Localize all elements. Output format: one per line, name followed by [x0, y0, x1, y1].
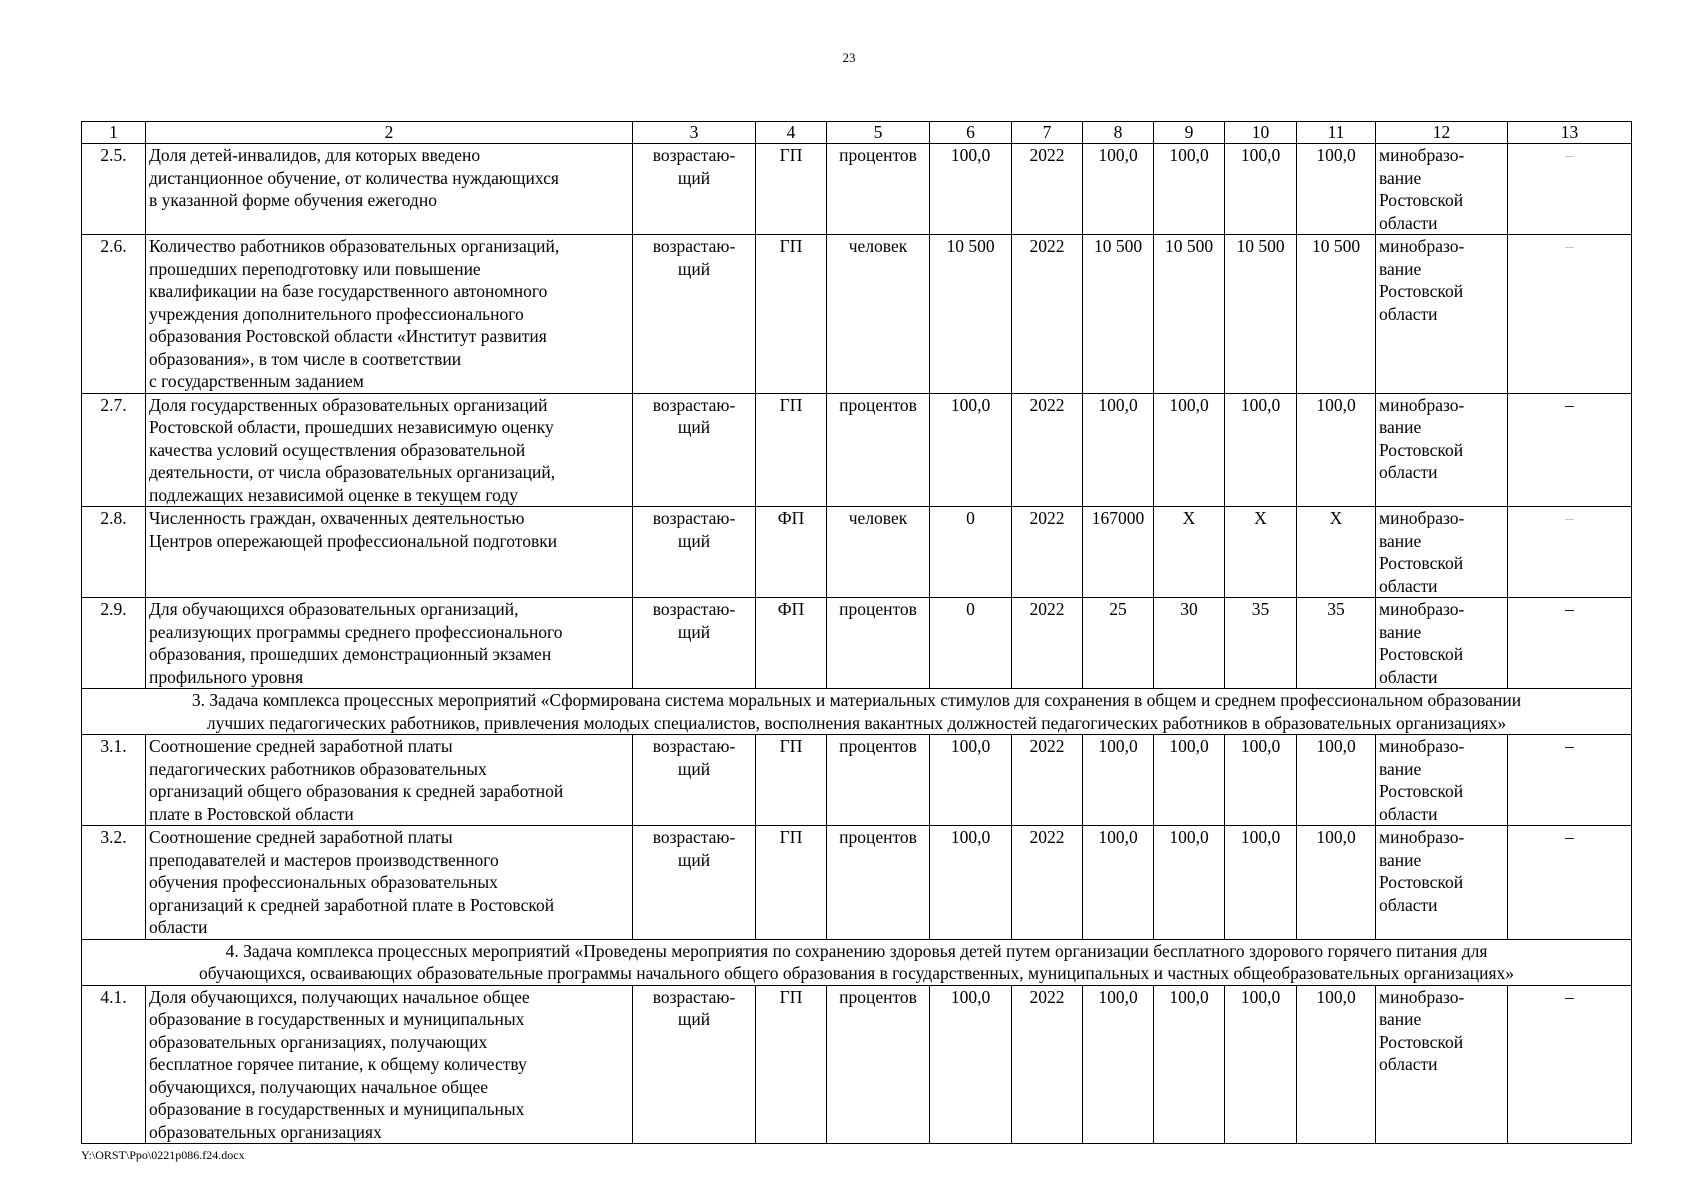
- indicator-name-line: образование в государственных и муниципальных: [149, 1099, 525, 1119]
- indicator-name: [146, 598, 633, 689]
- indicator-name-line: с государственным заданием: [149, 371, 364, 391]
- indicator-name-line: образования, прошедших демонстрационный экзамен: [149, 644, 552, 664]
- indicator-unit: процентов: [827, 735, 930, 826]
- indicator-name-line: педагогических работников образовательных: [149, 758, 487, 779]
- indicator-responsible-line: Ростовской: [1379, 1031, 1464, 1052]
- indicator-responsible: [1376, 985, 1508, 1144]
- indicator-trend-line: возрастаю-: [652, 599, 736, 619]
- indicator-name-line: деятельности, от числа образовательных организаций,: [149, 462, 556, 482]
- indicator-unit: человек: [827, 507, 930, 598]
- indicator-trend-line: щий: [677, 849, 711, 870]
- section-heading: [82, 689, 1632, 735]
- indicator-name-line: бесплатное горячее питание, к общему количеству: [149, 1054, 527, 1074]
- indicator-responsible-line: Ростовской: [1379, 190, 1464, 210]
- indicator-value-c10: 100,0: [1225, 735, 1297, 826]
- section-heading-line: 3. Задача комплекса процессных мероприятий «Сформирована система моральных и материальных стимулов для сохранения в общем и среднем профессиональном образовании: [191, 690, 1522, 710]
- indicator-responsible: [1376, 393, 1508, 507]
- indicator-responsible-line: Ростовской: [1379, 781, 1464, 801]
- indicator-trend-line: щий: [677, 258, 711, 279]
- indicator-trend-line: возрастаю-: [652, 145, 736, 165]
- indicator-name-line: реализующих программы среднего профессионального: [149, 621, 563, 642]
- indicator-trend-line: щий: [677, 758, 711, 779]
- header-cell: 12: [1376, 122, 1508, 144]
- indicator-note: –: [1508, 735, 1632, 826]
- indicator-row: [82, 235, 1632, 394]
- indicator-note: –: [1508, 598, 1632, 689]
- indicator-responsible: [1376, 826, 1508, 940]
- indicator-value-c7: 2022: [1012, 985, 1083, 1144]
- indicator-row: [82, 735, 1632, 826]
- indicator-number: 2.8.: [82, 507, 146, 598]
- indicator-type: ГП: [756, 826, 827, 940]
- indicator-type: ГП: [756, 393, 827, 507]
- indicator-name: [146, 393, 633, 507]
- indicator-name-line: Доля детей-инвалидов, для которых введено: [149, 145, 481, 165]
- indicator-name-line: области: [149, 917, 208, 937]
- indicator-value-c7: 2022: [1012, 393, 1083, 507]
- header-cell: 6: [930, 122, 1012, 144]
- indicator-name-line: Соотношение средней заработной платы: [149, 827, 453, 847]
- indicator-responsible-line: области: [1379, 575, 1438, 596]
- section-heading-row: [82, 689, 1632, 735]
- indicator-note: –: [1508, 393, 1632, 507]
- header-cell: 10: [1225, 122, 1297, 144]
- indicator-trend-line: щий: [677, 417, 711, 437]
- indicator-value-c9: 100,0: [1154, 393, 1225, 507]
- indicator-number: 2.5.: [82, 144, 146, 235]
- header-cell: 1: [82, 122, 146, 144]
- indicator-value-c8: 100,0: [1083, 985, 1154, 1144]
- indicator-note: –: [1508, 985, 1632, 1144]
- section-heading-line: обучающихся, осваивающих образовательные программы начального общего образования в государственных, муниципальных и частных общеобразовательных организациях»: [198, 963, 1515, 983]
- indicator-responsible: [1376, 598, 1508, 689]
- indicator-unit: процентов: [827, 985, 930, 1144]
- indicator-value-c7: 2022: [1012, 826, 1083, 940]
- indicator-trend-line: возрастаю-: [652, 508, 736, 528]
- indicator-row: [82, 598, 1632, 689]
- indicator-responsible-line: минобразо-: [1379, 508, 1465, 528]
- indicator-responsible: [1376, 507, 1508, 598]
- indicator-value-c6: 100,0: [930, 826, 1012, 940]
- indicator-name-line: образования», в том числе в соответствии: [149, 348, 462, 369]
- indicator-responsible-line: минобразо-: [1379, 394, 1465, 415]
- indicator-value-c10: 100,0: [1225, 144, 1297, 235]
- indicator-name-line: организаций к средней заработной плате в Ростовской: [149, 894, 555, 915]
- indicator-responsible: [1376, 735, 1508, 826]
- indicator-name-line: в указанной форме обучения ежегодно: [149, 190, 437, 210]
- indicator-trend-line: возрастаю-: [652, 394, 736, 415]
- indicator-value-c11: 100,0: [1297, 985, 1376, 1144]
- indicator-responsible-line: области: [1379, 303, 1438, 324]
- indicator-type: ГП: [756, 235, 827, 394]
- footer-file-path: Y:\ORST\Ppo\0221p086.f24.docx: [81, 1148, 245, 1162]
- indicator-trend-line: возрастаю-: [652, 236, 736, 256]
- header-cell: 13: [1508, 122, 1632, 144]
- indicator-row: [82, 144, 1632, 235]
- indicator-row: [82, 393, 1632, 507]
- section-heading: [82, 939, 1632, 985]
- indicator-value-c11: 100,0: [1297, 735, 1376, 826]
- indicator-name-line: образование в государственных и муниципальных: [149, 1009, 525, 1029]
- indicator-unit: процентов: [827, 393, 930, 507]
- indicator-unit: процентов: [827, 144, 930, 235]
- indicator-name-line: плате в Ростовской области: [149, 803, 354, 824]
- indicator-value-c11: 100,0: [1297, 144, 1376, 235]
- header-cell: 2: [146, 122, 633, 144]
- indicator-name-line: квалификации на базе государственного автономного: [149, 281, 548, 301]
- indicator-number: 2.9.: [82, 598, 146, 689]
- indicator-responsible-line: минобразо-: [1379, 736, 1465, 756]
- indicator-unit: процентов: [827, 826, 930, 940]
- indicator-name-line: профильного уровня: [149, 666, 304, 687]
- indicator-responsible-line: области: [1379, 666, 1438, 687]
- indicator-name-line: Количество работников образовательных организаций,: [149, 236, 560, 256]
- indicator-responsible-line: области: [1379, 803, 1438, 824]
- indicator-name-line: образовательных организациях, получающих: [149, 1031, 488, 1052]
- indicator-name-line: Центров опережающей профессиональной подготовки: [149, 530, 558, 551]
- indicator-note: –: [1508, 507, 1632, 598]
- indicator-name-line: Ростовской области, прошедших независимую оценку: [149, 417, 554, 437]
- indicator-value-c6: 10 500: [930, 235, 1012, 394]
- indicator-value-c6: 100,0: [930, 393, 1012, 507]
- indicator-responsible-line: Ростовской: [1379, 872, 1464, 892]
- page-number: 23: [842, 50, 856, 65]
- indicator-value-c11: 10 500: [1297, 235, 1376, 394]
- indicator-responsible-line: области: [1379, 1054, 1438, 1074]
- indicator-responsible: [1376, 235, 1508, 394]
- indicator-type: ГП: [756, 735, 827, 826]
- indicator-trend-line: возрастаю-: [652, 827, 736, 847]
- indicator-value-c11: 100,0: [1297, 826, 1376, 940]
- indicator-name-line: организаций общего образования к средней заработной: [149, 781, 564, 801]
- indicator-responsible-line: вание: [1379, 258, 1422, 279]
- indicator-trend-line: щий: [677, 530, 711, 551]
- indicator-value-c7: 2022: [1012, 144, 1083, 235]
- indicator-value-c11: 35: [1297, 598, 1376, 689]
- indicator-trend-line: щий: [677, 621, 711, 642]
- indicator-unit: процентов: [827, 598, 930, 689]
- indicator-type: ФП: [756, 507, 827, 598]
- indicator-value-c10: 100,0: [1225, 826, 1297, 940]
- indicator-name: [146, 985, 633, 1144]
- header-row: [82, 122, 1632, 144]
- indicator-name-line: подлежащих независимой оценке в текущем году: [149, 484, 519, 505]
- indicator-value-c11: Х: [1297, 507, 1376, 598]
- indicator-responsible-line: вание: [1379, 530, 1422, 551]
- indicator-name-line: Доля обучающихся, получающих начальное общее: [149, 986, 530, 1007]
- indicator-value-c9: 100,0: [1154, 985, 1225, 1144]
- indicator-value-c8: 167000: [1083, 507, 1154, 598]
- indicator-trend-line: возрастаю-: [652, 736, 736, 756]
- indicator-trend: [633, 735, 756, 826]
- indicator-value-c11: 100,0: [1297, 393, 1376, 507]
- indicator-number: 2.6.: [82, 235, 146, 394]
- indicator-responsible-line: вание: [1379, 621, 1422, 642]
- indicator-name-line: прошедших переподготовку или повышение: [149, 258, 481, 279]
- header-cell: 11: [1297, 122, 1376, 144]
- indicator-trend-line: щий: [677, 167, 711, 188]
- indicator-type: ГП: [756, 144, 827, 235]
- indicator-responsible-line: вание: [1379, 1009, 1422, 1029]
- indicator-value-c9: 100,0: [1154, 826, 1225, 940]
- indicator-value-c6: 0: [930, 598, 1012, 689]
- indicator-name-line: образовательных организациях: [149, 1121, 382, 1142]
- indicator-responsible-line: Ростовской: [1379, 281, 1464, 301]
- indicator-name-line: преподавателей и мастеров производственного: [149, 849, 499, 870]
- header-cell: 5: [827, 122, 930, 144]
- indicator-value-c10: Х: [1225, 507, 1297, 598]
- indicator-value-c8: 100,0: [1083, 393, 1154, 507]
- indicator-responsible-line: минобразо-: [1379, 236, 1465, 256]
- indicator-number: 3.1.: [82, 735, 146, 826]
- header-cell: 4: [756, 122, 827, 144]
- indicator-trend: [633, 826, 756, 940]
- indicator-responsible-line: вание: [1379, 167, 1422, 188]
- indicator-name: [146, 507, 633, 598]
- indicator-responsible-line: области: [1379, 894, 1438, 915]
- section-heading-line: 4. Задача комплекса процессных мероприятий «Проведены мероприятия по сохранению здоровья детей путем организации бесплатного здорового горячего питания для: [225, 940, 1488, 961]
- header-cell: 8: [1083, 122, 1154, 144]
- indicator-responsible-line: минобразо-: [1379, 986, 1465, 1007]
- indicator-type: ФП: [756, 598, 827, 689]
- indicator-value-c7: 2022: [1012, 507, 1083, 598]
- indicator-value-c10: 100,0: [1225, 393, 1297, 507]
- indicator-name-line: обучающихся, получающих начальное общее: [149, 1076, 489, 1097]
- indicator-value-c10: 35: [1225, 598, 1297, 689]
- header-cell: 3: [633, 122, 756, 144]
- indicator-responsible-line: области: [1379, 462, 1438, 482]
- indicator-value-c10: 100,0: [1225, 985, 1297, 1144]
- indicator-value-c8: 100,0: [1083, 144, 1154, 235]
- indicator-value-c9: 100,0: [1154, 144, 1225, 235]
- indicator-trend: [633, 598, 756, 689]
- indicator-responsible-line: вание: [1379, 758, 1422, 779]
- indicator-number: 3.2.: [82, 826, 146, 940]
- indicator-value-c7: 2022: [1012, 735, 1083, 826]
- indicator-responsible-line: Ростовской: [1379, 439, 1464, 460]
- indicator-value-c9: 30: [1154, 598, 1225, 689]
- indicator-value-c8: 100,0: [1083, 826, 1154, 940]
- section-heading-line: лучших педагогических работников, привлечения молодых специалистов, восполнения вакантных должностей педагогических работников в образовательных организациях»: [206, 712, 1507, 733]
- header-cell: 9: [1154, 122, 1225, 144]
- indicator-value-c7: 2022: [1012, 235, 1083, 394]
- indicator-number: 4.1.: [82, 985, 146, 1144]
- indicator-responsible-line: Ростовской: [1379, 553, 1464, 573]
- indicator-note: –: [1508, 144, 1632, 235]
- indicator-name: [146, 144, 633, 235]
- indicator-name-line: качества условий осуществления образовательной: [149, 439, 526, 460]
- indicator-value-c9: 10 500: [1154, 235, 1225, 394]
- indicator-responsible-line: области: [1379, 212, 1438, 233]
- indicator-trend: [633, 393, 756, 507]
- indicator-responsible: [1376, 144, 1508, 235]
- indicators-table: [81, 121, 1632, 1144]
- indicator-name-line: дистанционное обучение, от количества нуждающихся: [149, 167, 559, 188]
- indicator-row: [82, 826, 1632, 940]
- indicator-value-c9: Х: [1154, 507, 1225, 598]
- indicator-name-line: Соотношение средней заработной платы: [149, 736, 453, 756]
- indicator-trend: [633, 235, 756, 394]
- indicator-type: ГП: [756, 985, 827, 1144]
- indicator-responsible-line: вание: [1379, 417, 1422, 437]
- indicator-unit: человек: [827, 235, 930, 394]
- indicator-name-line: Доля государственных образовательных организаций: [149, 394, 548, 415]
- indicator-name: [146, 735, 633, 826]
- indicator-trend-line: возрастаю-: [652, 986, 736, 1007]
- indicator-responsible-line: минобразо-: [1379, 599, 1465, 619]
- indicator-responsible-line: Ростовской: [1379, 644, 1464, 664]
- indicator-row: [82, 507, 1632, 598]
- indicator-value-c8: 10 500: [1083, 235, 1154, 394]
- indicator-row: [82, 985, 1632, 1144]
- indicator-responsible-line: минобразо-: [1379, 145, 1465, 165]
- indicator-responsible-line: минобразо-: [1379, 827, 1465, 847]
- indicator-number: 2.7.: [82, 393, 146, 507]
- indicator-note: –: [1508, 235, 1632, 394]
- indicator-note: –: [1508, 826, 1632, 940]
- indicator-value-c9: 100,0: [1154, 735, 1225, 826]
- table-body: [82, 122, 1632, 1144]
- indicator-name-line: обучения профессиональных образовательных: [149, 872, 498, 892]
- indicator-name: [146, 826, 633, 940]
- indicator-trend: [633, 985, 756, 1144]
- indicator-value-c8: 100,0: [1083, 735, 1154, 826]
- indicator-value-c6: 100,0: [930, 144, 1012, 235]
- indicator-value-c6: 100,0: [930, 735, 1012, 826]
- indicator-trend: [633, 144, 756, 235]
- indicator-value-c7: 2022: [1012, 598, 1083, 689]
- indicator-value-c10: 10 500: [1225, 235, 1297, 394]
- indicator-name-line: Для обучающихся образовательных организаций,: [149, 599, 519, 619]
- indicator-name: [146, 235, 633, 394]
- header-cell: 7: [1012, 122, 1083, 144]
- indicator-name-line: Численность граждан, охваченных деятельностью: [149, 508, 525, 528]
- section-heading-row: [82, 939, 1632, 985]
- indicator-trend: [633, 507, 756, 598]
- indicator-trend-line: щий: [677, 1009, 711, 1029]
- indicator-responsible-line: вание: [1379, 849, 1422, 870]
- indicator-value-c6: 100,0: [930, 985, 1012, 1144]
- indicator-value-c6: 0: [930, 507, 1012, 598]
- indicator-name-line: образования Ростовской области «Институт развития: [149, 326, 547, 346]
- indicator-name-line: учреждения дополнительного профессионального: [149, 303, 524, 324]
- indicator-value-c8: 25: [1083, 598, 1154, 689]
